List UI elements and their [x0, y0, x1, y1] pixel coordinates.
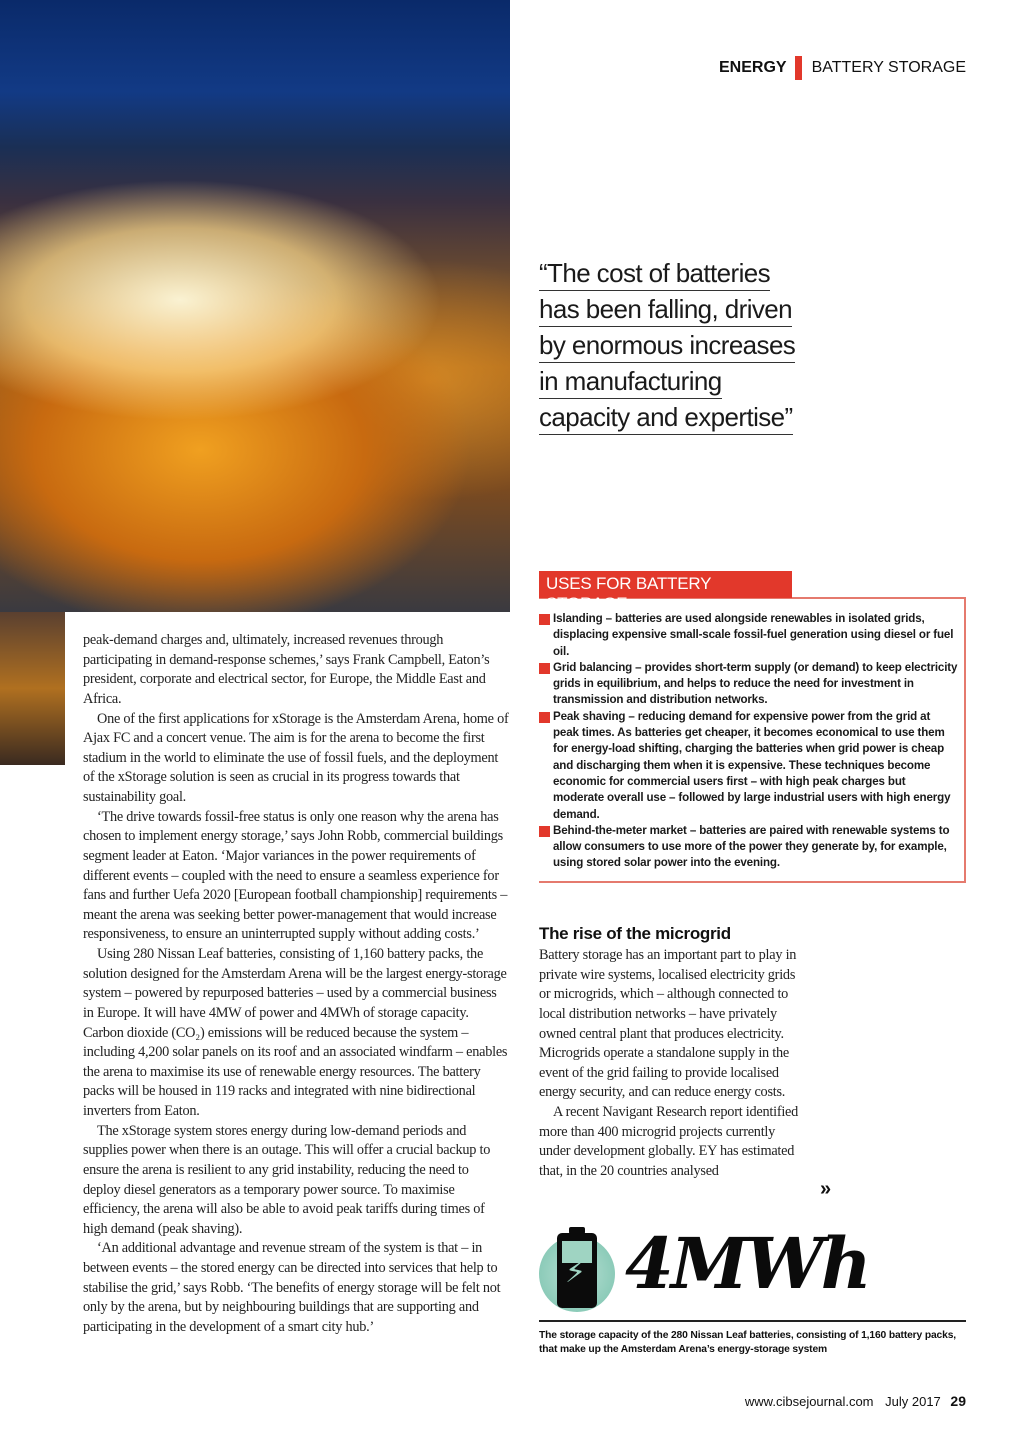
bullet-square-icon	[539, 663, 550, 674]
pull-quote	[539, 256, 795, 436]
paragraph: ‘The drive towards fossil-free status is only one reason why the arena has chosen to implement energy storage,’ says John Robb, commercial buildings segment leader at Eaton. ‘Major variances in the power requirements of different events – coupled with the need to ensure a seamless experience for fans and further Uefa 2020 [European football championship] requirements – meant the arena was seeking better power-management that would increase responsiveness, to ensure an uninterrupted supply without adding costs.’	[83, 808, 508, 943]
list-item	[539, 823, 959, 872]
list-item	[539, 660, 959, 709]
pull-quote-line: “The cost of batteries	[539, 256, 770, 291]
uses-box-title: USES FOR BATTERY STORAGE	[539, 571, 792, 598]
list-item-text: Peak shaving – reducing demand for expensive power from the grid at peak times. As batteries get cheaper, it becomes economical to use them for energy-load shifting, charging the batteries when grid power is cheap and discharging them when it is expensive. These techniques become economic for commercial users first – with high peak charges but moderate overall use – followed by large industrial users with high energy demand.	[553, 709, 951, 821]
pull-quote-line: by enormous increases	[539, 328, 795, 363]
page-footer	[745, 1393, 966, 1409]
paragraph: Using 280 Nissan Leaf batteries, consisting of 1,160 battery packs, the solution designed for the Amsterdam Arena will be the largest energy-storage system – powered by repurposed batteries – used by a commercial business in Europe. It will have 4MW of power and 4MWh of storage capacity. Carbon dioxide (CO₂) emissions will be reduced because the system – including 4,200 solar panels on its roof and an associated windfarm – enables the arena to maximise its use of renewable energy resources. The battery packs will be housed in 119 racks and integrated with nine bidirectional inverters from Eaton.	[83, 946, 508, 1119]
article-body-right	[539, 946, 807, 1182]
list-item-text: Islanding – batteries are used alongside renewables in isolated grids, displacing expensive small-scale fossil-fuel generation using diesel or fuel oil.	[553, 612, 954, 658]
paragraph: One of the first applications for xStorage is the Amsterdam Arena, home of Ajax FC and a concert venue. The aim is for the arena to become the first stadium in the world to eliminate the use of fossil fuels, and the deployment of the xStorage solution is seen as crucial in its progress towards that sustainability goal.	[83, 710, 509, 805]
pull-quote-line: capacity and expertise”	[539, 400, 793, 435]
stat-value: 4MWh	[625, 1222, 869, 1305]
page-number: 29	[950, 1393, 966, 1409]
bullet-square-icon	[539, 826, 550, 837]
uses-list	[539, 611, 959, 872]
list-item-text: Behind-the-meter market – batteries are paired with renewable systems to allow consumers to use more of the power they generate by, for example, using stored solar power into the evening.	[553, 823, 950, 870]
pull-quote-line: in manufacturing	[539, 364, 722, 399]
paragraph: ‘An additional advantage and revenue stream of the system is that – in between events – the stored energy can be directed into services that help to stabilise the grid,’ says Robb. ‘The benefits of energy storage will be felt not only by the arena, but by neighbouring buildings that are supporting and participating in the development of a smart city hub.’	[83, 1240, 501, 1335]
section-header	[719, 56, 966, 80]
bullet-square-icon	[539, 614, 550, 625]
stat-divider	[539, 1320, 966, 1322]
pull-quote-line: has been falling, driven	[539, 292, 792, 327]
amsterdam-arena-photo	[0, 0, 510, 612]
footer-date: July 2017	[885, 1394, 941, 1409]
list-item	[539, 709, 959, 823]
paragraph: The xStorage system stores energy during low-demand periods and supplies power when there is an outage. This will offer a crucial backup to ensure the arena is resilient to any grid instability, reducing the need to deploy diesel generators as a temporary power source. To maximise efficiency, the arena will also be able to avoid peak tariffs during times of high demand (peak shaving).	[83, 1122, 491, 1237]
footer-url: www.cibsejournal.com	[744, 1394, 874, 1409]
section-category: ENERGY	[719, 59, 787, 76]
stat-caption: The storage capacity of the 280 Nissan Leaf batteries, consisting of 1,160 battery packs, that make up the Amsterdam Arena’s energy-storage system	[539, 1330, 956, 1355]
continue-arrow-icon: »	[820, 1178, 832, 1200]
bullet-square-icon	[539, 712, 550, 723]
list-item	[539, 611, 959, 660]
paragraph: peak-demand charges and, ultimately, increased revenues through participating in demand-response schemes,’ says Frank Campbell, Eaton’s president, corporate and electrical sector, for Europe, the Middle East and Africa.	[83, 632, 490, 707]
paragraph: A recent Navigant Research report identified more than 400 microgrid projects currently under development globally. EY has estimated that, in the 20 countries analysed	[539, 1104, 799, 1179]
amsterdam-arena-photo-strip	[0, 612, 65, 765]
section-subcategory: BATTERY STORAGE	[811, 59, 966, 76]
paragraph: Battery storage has an important part to play in private wire systems, localised electricity grids or microgrids, which – although connected to local distribution networks – have privately owned central plant that produces electricity. Microgrids operate a standalone supply in the event of the grid failing to provide localised energy security, and can reduce energy costs.	[539, 947, 797, 1101]
battery-charging-icon: ⚡	[539, 1236, 615, 1312]
list-item-text: Grid balancing – provides short-term supply (or demand) to keep electricity grids in equilibrium, and helps to reduce the need for investment in transmission and distribution networks.	[553, 660, 958, 707]
microgrid-heading: The rise of the microgrid	[539, 924, 731, 943]
section-divider	[795, 56, 802, 80]
article-body-left	[83, 631, 509, 1338]
